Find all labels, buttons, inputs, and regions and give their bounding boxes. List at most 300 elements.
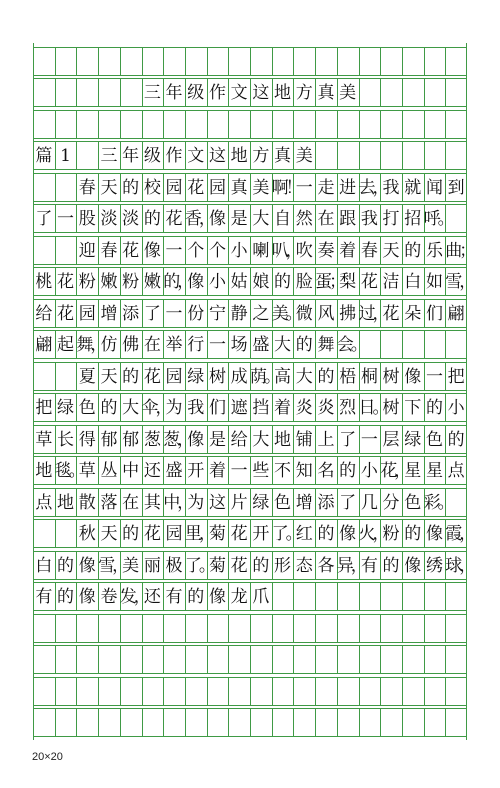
grid-character: 打 bbox=[382, 209, 400, 229]
grid-character: 园 bbox=[208, 177, 226, 198]
grid-character: 小 bbox=[208, 272, 226, 292]
grid-text-row bbox=[33, 204, 467, 232]
grid-character: 挡 bbox=[252, 398, 270, 418]
grid-cell-divider bbox=[315, 47, 316, 75]
grid-character: 的 bbox=[339, 461, 357, 481]
grid-character: 份 bbox=[187, 303, 205, 324]
grid-character: 微 bbox=[295, 303, 313, 324]
grid-character: 花 bbox=[382, 303, 400, 324]
grid-character: 大 bbox=[295, 366, 313, 387]
grid-cell-divider bbox=[250, 47, 251, 75]
grid-box-bottom-line bbox=[33, 642, 467, 643]
grid-box-bottom-line bbox=[33, 705, 467, 706]
grid-character: 喇 bbox=[252, 240, 270, 261]
grid-character: 是 bbox=[208, 429, 226, 450]
grid-character: 股 bbox=[78, 209, 96, 229]
grid-character: 风 bbox=[317, 303, 335, 324]
grid-character: 文 bbox=[230, 83, 248, 103]
grid-character: 春 bbox=[100, 240, 118, 261]
grid-character: 了 bbox=[339, 429, 357, 450]
grid-character: 花， bbox=[380, 461, 409, 481]
grid-character: 呼。 bbox=[423, 209, 452, 229]
grid-text-row bbox=[33, 362, 467, 390]
grid-character: 园 bbox=[78, 303, 96, 324]
grid-cell-divider bbox=[142, 47, 143, 75]
grid-character: 真 bbox=[274, 146, 292, 166]
grid-cell-divider bbox=[120, 110, 121, 138]
grid-character: 春 bbox=[360, 240, 378, 261]
grid-character: 然 bbox=[295, 209, 313, 229]
grid-character: 霞， bbox=[445, 524, 474, 544]
grid-cell-divider bbox=[380, 47, 381, 75]
grid-character: 舞， bbox=[76, 335, 105, 355]
grid-character: 小 bbox=[360, 461, 378, 481]
grid-character: 一 bbox=[165, 303, 183, 324]
grid-character: 粉 bbox=[382, 524, 400, 544]
grid-character: 白 bbox=[35, 555, 53, 576]
grid-cell-divider bbox=[163, 708, 164, 736]
grid-character: 卷 bbox=[100, 587, 118, 607]
grid-character: 色 bbox=[274, 492, 292, 513]
grid-character: 丛 bbox=[100, 461, 118, 481]
grid-character: 菊 bbox=[208, 555, 226, 576]
grid-character: 把 bbox=[447, 366, 465, 387]
grid-character: 的 bbox=[425, 398, 443, 418]
grid-cell-divider bbox=[207, 645, 208, 673]
grid-box-bottom-line bbox=[33, 484, 467, 485]
grid-character: 宁 bbox=[208, 303, 226, 324]
grid-character: 我 bbox=[187, 398, 205, 418]
grid-cell-divider bbox=[163, 110, 164, 138]
grid-character: 日。 bbox=[358, 398, 387, 418]
grid-character: 园 bbox=[165, 524, 183, 544]
grid-cell-divider bbox=[359, 47, 360, 75]
grid-character: 有 bbox=[360, 555, 378, 576]
grid-cell-divider bbox=[424, 47, 425, 75]
grid-cell-divider bbox=[228, 110, 229, 138]
grid-character: 像 bbox=[339, 524, 357, 544]
grid-character: 星 bbox=[425, 461, 443, 481]
grid-character: 曲； bbox=[445, 240, 474, 261]
grid-character: 脸 bbox=[295, 272, 313, 292]
grid-cell-divider bbox=[445, 708, 446, 736]
grid-character: 烈 bbox=[339, 398, 357, 418]
grid-character: 花 bbox=[230, 555, 248, 576]
grid-text-row bbox=[33, 551, 474, 579]
grid-character: 的 bbox=[317, 366, 335, 387]
grid-box-bottom-line bbox=[33, 453, 467, 454]
grid-box-bottom-line bbox=[33, 232, 467, 233]
grid-character: 里， bbox=[184, 524, 213, 544]
grid-character: 1 bbox=[60, 146, 71, 166]
grid-box-bottom-line bbox=[33, 516, 467, 517]
grid-character: 态 bbox=[295, 555, 313, 576]
grid-cell-divider bbox=[293, 110, 294, 138]
grid-cell-divider bbox=[250, 645, 251, 673]
grid-character: 的 bbox=[143, 209, 161, 229]
grid-character: 地 bbox=[274, 429, 292, 450]
grid-character: 其 bbox=[143, 492, 161, 513]
grid-character: 花 bbox=[187, 177, 205, 198]
grid-character: 像 bbox=[78, 555, 96, 576]
grid-cell-divider bbox=[185, 110, 186, 138]
grid-cell-divider bbox=[293, 47, 294, 75]
grid-cell-divider bbox=[142, 614, 143, 642]
grid-character: 的 bbox=[122, 177, 140, 198]
grid-cell-divider bbox=[250, 110, 251, 138]
grid-cell-divider bbox=[228, 708, 229, 736]
grid-character: 树 bbox=[382, 398, 400, 418]
grid-cell-divider bbox=[402, 708, 403, 736]
grid-character: 进 bbox=[339, 177, 357, 198]
grid-character: 丽 bbox=[143, 555, 161, 576]
grid-cell-divider bbox=[55, 645, 56, 673]
grid-character: 发， bbox=[119, 587, 148, 607]
grid-character: 们 bbox=[425, 303, 443, 324]
grid-cell-divider bbox=[359, 677, 360, 705]
grid-character: 桐 bbox=[360, 366, 378, 387]
grid-character: 点 bbox=[447, 461, 465, 481]
grid-box-bottom-line bbox=[33, 264, 467, 265]
grid-cell-divider bbox=[272, 47, 273, 75]
grid-character: 绿 bbox=[57, 398, 75, 418]
grid-cell-divider bbox=[207, 677, 208, 705]
grid-character: 色 bbox=[425, 429, 443, 450]
grid-character: 的 bbox=[57, 555, 75, 576]
grid-cell-divider bbox=[445, 677, 446, 705]
grid-character: 美 bbox=[122, 555, 140, 576]
grid-character: 像 bbox=[143, 240, 161, 261]
grid-box-bottom-line bbox=[33, 138, 467, 139]
grid-cell-divider bbox=[142, 110, 143, 138]
grid-character: 的 bbox=[404, 524, 422, 544]
grid-character: 彩。 bbox=[423, 492, 452, 513]
grid-character: 佛 bbox=[122, 335, 140, 355]
grid-character: 吹 bbox=[295, 240, 313, 261]
grid-character: 乐 bbox=[425, 240, 443, 261]
grid-character: 毯。 bbox=[54, 461, 83, 481]
grid-cell-divider bbox=[163, 614, 164, 642]
grid-cell-divider bbox=[163, 677, 164, 705]
grid-character: 的， bbox=[163, 272, 192, 292]
grid-character: 校 bbox=[143, 177, 161, 198]
grid-cell-divider bbox=[337, 645, 338, 673]
grid-character: 这 bbox=[208, 146, 226, 166]
grid-character: 名 bbox=[317, 461, 335, 481]
grid-character: 一 bbox=[208, 335, 226, 355]
grid-cell-divider bbox=[76, 708, 77, 736]
grid-character: 地 bbox=[35, 461, 53, 481]
grid-character: 起 bbox=[57, 335, 75, 355]
grid-cell-divider bbox=[380, 708, 381, 736]
grid-character: 级 bbox=[187, 83, 205, 103]
grid-character: 三 bbox=[143, 83, 161, 103]
grid-character: 的 bbox=[122, 366, 140, 387]
grid-cell-divider bbox=[250, 677, 251, 705]
grid-cell-divider bbox=[337, 47, 338, 75]
grid-character: 大 bbox=[252, 209, 270, 229]
grid-character: 花 bbox=[143, 524, 161, 544]
grid-character: 炎 bbox=[295, 398, 313, 418]
grid-cell-divider bbox=[185, 708, 186, 736]
grid-character: 们 bbox=[208, 398, 226, 418]
grid-character: 着 bbox=[274, 398, 292, 418]
grid-text-row bbox=[33, 236, 474, 264]
grid-character: 层 bbox=[382, 429, 400, 450]
grid-character: 天 bbox=[100, 524, 118, 544]
grid-character: 增 bbox=[100, 303, 118, 324]
grid-character: 了 bbox=[339, 492, 357, 513]
grid-character: 一 bbox=[360, 429, 378, 450]
grid-cell-divider bbox=[142, 708, 143, 736]
grid-character: 异， bbox=[336, 555, 365, 576]
grid-character: 夏 bbox=[78, 366, 96, 387]
grid-character: 级 bbox=[143, 146, 161, 166]
grid-character: 迎 bbox=[78, 240, 96, 261]
grid-box-bottom-line bbox=[33, 201, 467, 202]
grid-character: 三 bbox=[100, 146, 118, 166]
grid-character: 把 bbox=[35, 398, 53, 418]
grid-text-row bbox=[33, 173, 467, 201]
grid-character: 炎 bbox=[317, 398, 335, 418]
grid-character: 火， bbox=[358, 524, 387, 544]
grid-character: 姑 bbox=[230, 272, 248, 292]
grid-character: 翩 bbox=[447, 303, 465, 324]
grid-cell-divider bbox=[402, 110, 403, 138]
grid-character: 了。 bbox=[184, 555, 213, 576]
grid-character: 大 bbox=[274, 335, 292, 355]
grid-character: 场 bbox=[230, 335, 248, 355]
grid-text-row bbox=[33, 425, 467, 453]
grid-character: 了 bbox=[35, 209, 53, 229]
grid-character: 大 bbox=[122, 398, 140, 418]
grid-box-bottom-line bbox=[33, 547, 467, 548]
grid-cell-divider bbox=[120, 708, 121, 736]
grid-character: 绿 bbox=[252, 492, 270, 513]
grid-cell-divider bbox=[98, 677, 99, 705]
grid-character: 的 bbox=[122, 524, 140, 544]
grid-character: 朵 bbox=[404, 303, 422, 324]
grid-character: 洁 bbox=[382, 272, 400, 292]
grid-character: 还 bbox=[143, 461, 161, 481]
grid-character: 像 bbox=[404, 366, 422, 387]
grid-character: 桃 bbox=[35, 272, 53, 292]
grid-text-row bbox=[33, 330, 467, 358]
grid-character: 蛋； bbox=[315, 272, 344, 292]
grid-character: 知 bbox=[295, 461, 313, 481]
grid-character: 天 bbox=[100, 177, 118, 198]
grid-character: 篇 bbox=[35, 146, 53, 166]
grid-cell-divider bbox=[402, 645, 403, 673]
grid-character: 就 bbox=[404, 177, 422, 198]
grid-character: 到 bbox=[447, 177, 465, 198]
grid-character: 成 bbox=[230, 366, 248, 387]
grid-character: 淡 bbox=[122, 209, 140, 229]
grid-box-bottom-line bbox=[33, 106, 467, 107]
grid-character: 色 bbox=[78, 398, 96, 418]
grid-character: 长 bbox=[57, 429, 75, 450]
grid-cell-divider bbox=[272, 645, 273, 673]
grid-box-bottom-line bbox=[33, 673, 467, 674]
grid-text-row bbox=[33, 299, 467, 327]
grid-text-row bbox=[33, 488, 467, 516]
grid-character: 花 bbox=[230, 524, 248, 544]
grid-character: 我 bbox=[382, 177, 400, 198]
grid-character: 草 bbox=[35, 429, 53, 450]
grid-cell-divider bbox=[207, 47, 208, 75]
grid-character: 雪， bbox=[445, 272, 474, 292]
grid-cell-divider bbox=[380, 645, 381, 673]
grid-cell-divider bbox=[424, 677, 425, 705]
grid-cell-divider bbox=[293, 708, 294, 736]
grid-cell-divider bbox=[76, 677, 77, 705]
grid-box-bottom-line bbox=[33, 295, 467, 296]
grid-cell-divider bbox=[315, 708, 316, 736]
grid-character: 中 bbox=[122, 461, 140, 481]
grid-character: 在 bbox=[122, 492, 140, 513]
grid-character: 星 bbox=[404, 461, 422, 481]
grid-character: 方 bbox=[252, 146, 270, 166]
grid-character: 着 bbox=[339, 240, 357, 261]
grid-character: 像 bbox=[78, 587, 96, 607]
grid-character: 的 bbox=[187, 587, 205, 607]
grid-cell-divider bbox=[185, 47, 186, 75]
grid-character: 高 bbox=[274, 366, 292, 387]
grid-character: 年 bbox=[122, 146, 140, 166]
grid-cell-divider bbox=[228, 645, 229, 673]
grid-character: 菊 bbox=[208, 524, 226, 544]
grid-cell-divider bbox=[142, 677, 143, 705]
grid-cell-divider bbox=[120, 645, 121, 673]
grid-character: 淡 bbox=[100, 209, 118, 229]
grid-character: 地 bbox=[230, 146, 248, 166]
grid-character: 树 bbox=[382, 366, 400, 387]
grid-cell-divider bbox=[315, 614, 316, 642]
grid-character: 像 bbox=[187, 272, 205, 292]
grid-cell-divider bbox=[163, 645, 164, 673]
grid-character: 雪， bbox=[98, 555, 127, 576]
grid-character: 一 bbox=[165, 240, 183, 261]
grid-character: 美 bbox=[252, 177, 270, 198]
grid-character: 是 bbox=[230, 209, 248, 229]
grid-character: 天 bbox=[100, 366, 118, 387]
grid-character: 开 bbox=[252, 524, 270, 544]
grid-character: 舞 bbox=[317, 335, 335, 355]
grid-character: 花 bbox=[122, 240, 140, 261]
grid-text-row bbox=[33, 393, 467, 421]
grid-cell-divider bbox=[293, 645, 294, 673]
grid-text-row bbox=[33, 519, 474, 547]
grid-character: 闻 bbox=[425, 177, 443, 198]
grid-character: 的 bbox=[57, 587, 75, 607]
grid-character: 些 bbox=[252, 461, 270, 481]
grid-character: 小 bbox=[230, 240, 248, 261]
grid-character: 美。 bbox=[271, 303, 300, 324]
grid-cell-divider bbox=[142, 645, 143, 673]
grid-character: 葱， bbox=[163, 429, 192, 450]
grid-character: 不 bbox=[274, 461, 292, 481]
grid-cell-divider bbox=[207, 110, 208, 138]
grid-cell-divider bbox=[315, 110, 316, 138]
grid-character: 个 bbox=[187, 240, 205, 261]
grid-cell-divider bbox=[380, 677, 381, 705]
grid-character: 添 bbox=[122, 303, 140, 324]
grid-character: 跟 bbox=[339, 209, 357, 229]
grid-character: 的 bbox=[404, 240, 422, 261]
grid-cell-divider bbox=[293, 614, 294, 642]
grid-character: 地 bbox=[57, 492, 75, 513]
grid-character: 园 bbox=[165, 177, 183, 198]
grid-cell-divider bbox=[250, 708, 251, 736]
grid-character: 的 bbox=[295, 335, 313, 355]
grid-character: 的 bbox=[317, 524, 335, 544]
grid-cell-divider bbox=[337, 614, 338, 642]
grid-character: 有 bbox=[35, 587, 53, 607]
grid-cell-divider bbox=[207, 614, 208, 642]
grid-character: 花 bbox=[165, 209, 183, 229]
grid-box-bottom-line bbox=[33, 327, 467, 328]
grid-cell-divider bbox=[424, 614, 425, 642]
grid-character: 在 bbox=[317, 209, 335, 229]
grid-cell-divider bbox=[55, 110, 56, 138]
grid-character: 点 bbox=[35, 492, 53, 513]
grid-cell-divider bbox=[402, 677, 403, 705]
grid-character: 像 bbox=[425, 524, 443, 544]
grid-character: 各 bbox=[317, 555, 335, 576]
grid-character: 形 bbox=[274, 555, 292, 576]
grid-character: 个 bbox=[208, 240, 226, 261]
grid-character: 落 bbox=[100, 492, 118, 513]
grid-character: 的 bbox=[274, 272, 292, 292]
grid-character: 走 bbox=[317, 177, 335, 198]
grid-character: 树 bbox=[208, 366, 226, 387]
grid-cell-divider bbox=[272, 614, 273, 642]
grid-character: 嫩 bbox=[143, 272, 161, 292]
grid-cell-divider bbox=[120, 614, 121, 642]
grid-character: 给 bbox=[230, 429, 248, 450]
grid-cell-divider bbox=[98, 110, 99, 138]
grid-cell-divider bbox=[337, 110, 338, 138]
grid-character: 如 bbox=[425, 272, 443, 292]
grid-cell-divider bbox=[98, 645, 99, 673]
grid-character: 娘 bbox=[252, 272, 270, 292]
grid-character: 为 bbox=[165, 398, 183, 418]
grid-character: 粉 bbox=[122, 272, 140, 292]
grid-character: 绿 bbox=[187, 366, 205, 387]
grid-character: 绣 bbox=[425, 555, 443, 576]
grid-cell-divider bbox=[76, 110, 77, 138]
grid-cell-divider bbox=[185, 677, 186, 705]
grid-character: 小 bbox=[447, 398, 465, 418]
grid-character: 添 bbox=[317, 492, 335, 513]
grid-character: 铺 bbox=[295, 429, 313, 450]
grid-cell-divider bbox=[120, 47, 121, 75]
grid-text-row bbox=[33, 582, 467, 610]
grid-cell-divider bbox=[359, 614, 360, 642]
grid-cell-divider bbox=[76, 614, 77, 642]
grid-character: 地 bbox=[274, 83, 292, 103]
grid-text-row bbox=[33, 267, 474, 295]
grid-character: 过， bbox=[358, 303, 387, 324]
grid-character: 春 bbox=[78, 177, 96, 198]
grid-cell-divider bbox=[402, 614, 403, 642]
grid-character: 真 bbox=[230, 177, 248, 198]
grid-character: 球， bbox=[445, 555, 474, 576]
grid-character: 散 bbox=[78, 492, 96, 513]
grid-cell-divider bbox=[337, 677, 338, 705]
grid-character: 红 bbox=[295, 524, 313, 544]
grid-text-row bbox=[33, 78, 467, 106]
